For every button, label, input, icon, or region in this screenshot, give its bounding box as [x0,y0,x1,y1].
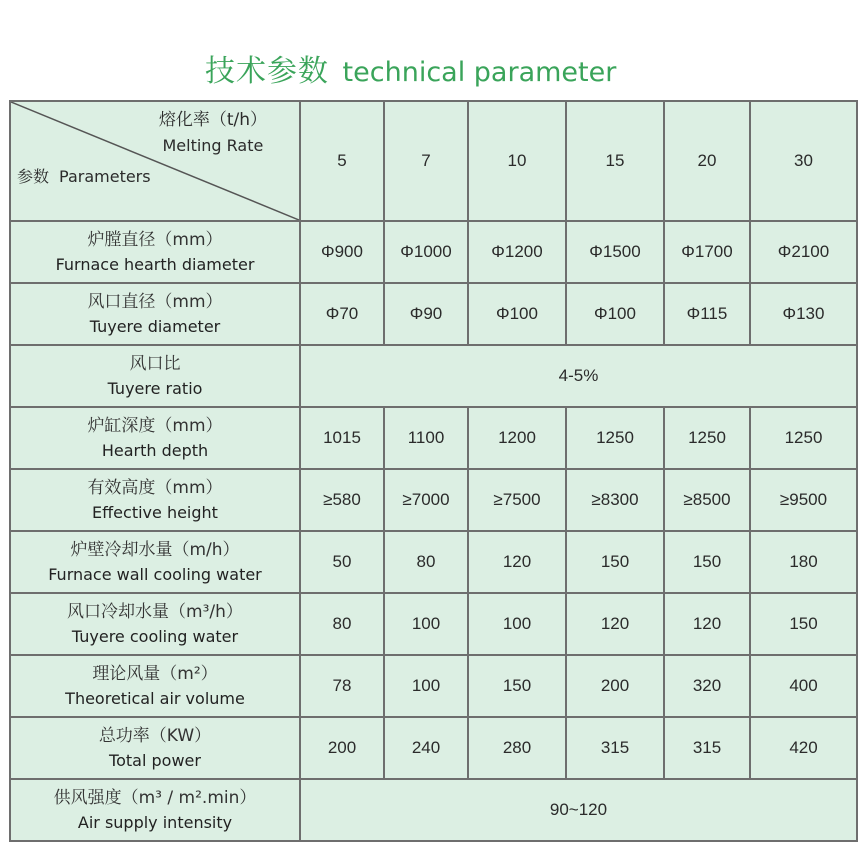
value-cell: 315 [566,717,664,779]
row-label-en: Air supply intensity [77,813,233,832]
value-cell: 240 [384,717,468,779]
value-cell: 78 [300,655,384,717]
row-label-cell [10,717,300,779]
value-cell: 1250 [750,407,857,469]
value-cell: ≥7500 [468,469,566,531]
value-cell: 1015 [300,407,384,469]
value-cell: 120 [566,593,664,655]
value-cell: Φ115 [664,283,750,345]
parameters-label [17,164,151,187]
column-header: 7 [384,101,468,221]
table-row [10,531,857,593]
value-cell: Φ90 [384,283,468,345]
value-cell: ≥8500 [664,469,750,531]
row-label-en: Tuyere cooling water [71,627,239,646]
value-cell: 80 [300,593,384,655]
value-cell: 100 [468,593,566,655]
row-label-cn: 供风强度（m³ / m².min） [53,788,257,808]
value-cell: Φ1000 [384,221,468,283]
value-cell: 80 [384,531,468,593]
row-label-cn: 炉膛直径（mm） [87,230,223,250]
column-header: 30 [750,101,857,221]
row-label-cell [10,283,300,345]
row-label-en: Total power [109,751,201,770]
row-label-cn: 有效高度（mm） [87,478,223,498]
value-cell: Φ100 [468,283,566,345]
table-row [10,283,857,345]
value-cell: 320 [664,655,750,717]
value-cell: ≥7000 [384,469,468,531]
value-cell: Φ70 [300,283,384,345]
value-cell: 1200 [468,407,566,469]
parameter-table [9,100,858,842]
value-cell: 420 [750,717,857,779]
header-row [10,101,857,221]
melting-rate-label [159,106,267,158]
value-cell: 280 [468,717,566,779]
table-row [10,593,857,655]
table-row [10,469,857,531]
row-label-en: Tuyere diameter [89,317,221,336]
header-corner-cell [10,101,300,221]
value-cell: Φ1200 [468,221,566,283]
value-cell: 180 [750,531,857,593]
row-label-cn: 理论风量（m²） [92,664,218,684]
value-cell: 200 [566,655,664,717]
value-cell: Φ1500 [566,221,664,283]
value-cell: 315 [664,717,750,779]
value-cell: Φ100 [566,283,664,345]
column-header: 10 [468,101,566,221]
value-cell: 1250 [566,407,664,469]
value-cell: 100 [384,593,468,655]
table-row [10,407,857,469]
column-header: 15 [566,101,664,221]
row-label-cn: 风口比 [129,354,181,374]
value-cell: Φ900 [300,221,384,283]
row-label-cn: 总功率（KW） [98,726,212,746]
merged-value-cell: 90~120 [300,779,857,841]
value-cell: 120 [664,593,750,655]
row-label-en: Furnace hearth diameter [55,255,255,274]
row-label-cell [10,531,300,593]
row-label-cn: 风口直径（mm） [87,292,223,312]
row-label-cell [10,221,300,283]
value-cell: 150 [664,531,750,593]
row-label-cell [10,593,300,655]
value-cell: 1100 [384,407,468,469]
title-english: technical parameter [342,57,617,88]
melting-rate-en: Melting Rate [162,136,264,155]
row-label-cell [10,345,300,407]
table-row [10,345,857,407]
value-cell: Φ130 [750,283,857,345]
table-row [10,779,857,841]
value-cell: 120 [468,531,566,593]
value-cell: 400 [750,655,857,717]
value-cell: ≥8300 [566,469,664,531]
value-cell: 100 [384,655,468,717]
row-label-en: Furnace wall cooling water [48,565,262,584]
value-cell: ≥580 [300,469,384,531]
column-header: 20 [664,101,750,221]
row-label-cell [10,779,300,841]
row-label-cell [10,655,300,717]
column-header: 5 [300,101,384,221]
row-label-cn: 风口冷却水量（m³/h） [67,602,243,622]
parameters-en: Parameters [59,167,151,186]
row-label-en: Tuyere ratio [107,379,203,398]
row-label-cell [10,407,300,469]
value-cell: 150 [750,593,857,655]
row-label-en: Theoretical air volume [65,689,245,708]
value-cell: 50 [300,531,384,593]
page-title [205,46,616,90]
row-label-cell [10,469,300,531]
melting-rate-cn: 熔化率（t/h） [158,110,267,130]
value-cell: 200 [300,717,384,779]
row-label-cn: 炉缸深度（mm） [87,416,223,436]
row-label-en: Effective height [92,503,218,522]
row-label-en: Hearth depth [101,441,209,460]
table-row [10,655,857,717]
value-cell: 1250 [664,407,750,469]
value-cell: 150 [468,655,566,717]
table-row [10,717,857,779]
value-cell: Φ2100 [750,221,857,283]
title-chinese: 技术参数 [205,54,329,89]
value-cell: ≥9500 [750,469,857,531]
table-row [10,221,857,283]
value-cell: Φ1700 [664,221,750,283]
row-label-cn: 炉壁冷却水量（m/h） [70,540,240,560]
value-cell: 150 [566,531,664,593]
merged-value-cell: 4-5% [300,345,857,407]
parameters-cn: 参数 [17,167,50,186]
